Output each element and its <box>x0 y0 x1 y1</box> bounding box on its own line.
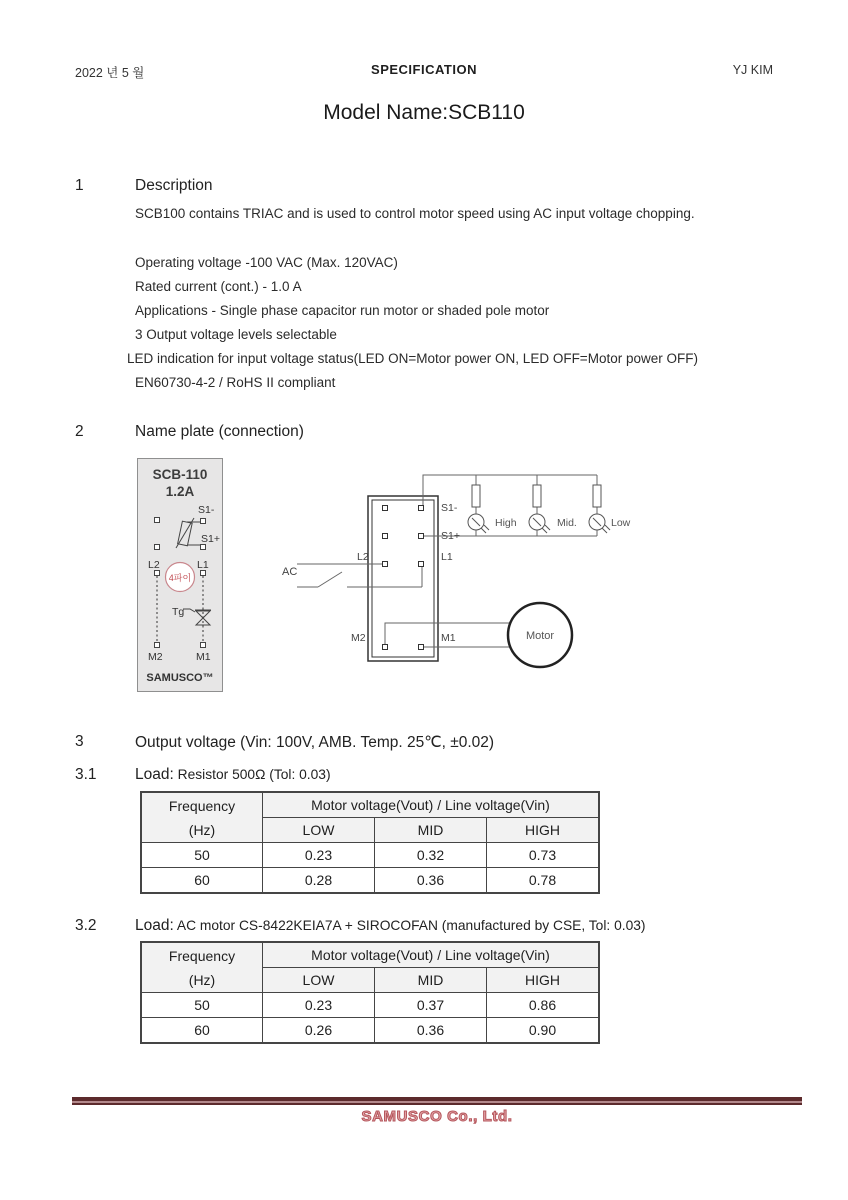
table-row <box>141 993 599 1018</box>
table2-header-span: Motor voltage(Vout) / Line voltage(Vin) <box>263 942 600 968</box>
table2-header-high: HIGH <box>487 968 600 993</box>
table1-header-span: Motor voltage(Vout) / Line voltage(Vin) <box>263 792 600 818</box>
led-low-label: Low <box>611 517 631 529</box>
section3-1-rest: Resistor 500Ω (Tol: 0.03) <box>173 767 331 782</box>
section1-heading: Description <box>135 177 213 194</box>
section3-2-heading <box>135 917 646 935</box>
section3-heading: Output voltage (Vin: 100V, AMB. Temp. 25℃, ±0.02) <box>135 734 495 751</box>
nameplate-m1-label: M1 <box>196 651 211 663</box>
table1-r1-mid: 0.32 <box>375 843 487 868</box>
section3-1-heading <box>135 766 331 784</box>
doc-title: Model Name:SCB110 <box>323 101 525 124</box>
conn-s1plus-label: S1+ <box>441 530 460 542</box>
nameplate-l2-label: L2 <box>148 559 160 571</box>
gate-label: Tg <box>172 606 185 618</box>
table2-r2-mid: 0.36 <box>375 1018 487 1044</box>
table1-header-frequency <box>141 792 263 843</box>
nameplate-m2-label: M2 <box>148 651 163 663</box>
nameplate-l1-label: L1 <box>197 559 209 571</box>
table2-header-frequency-line1: Frequency <box>168 947 236 964</box>
table-resistor-load <box>140 791 600 894</box>
table2-r2-freq: 60 <box>141 1018 263 1044</box>
spec-output-levels: 3 Output voltage levels selectable <box>135 327 337 342</box>
controller-box-outer <box>368 496 438 661</box>
led-mid-label: Mid. <box>557 517 577 529</box>
table2-header-mid: MID <box>375 968 487 993</box>
table2-r2-low: 0.26 <box>263 1018 375 1044</box>
table2-header-low: LOW <box>263 968 375 993</box>
table1-r2-freq: 60 <box>141 868 263 894</box>
section1-number: 1 <box>75 177 84 194</box>
table2-r1-mid: 0.37 <box>375 993 487 1018</box>
table1-r2-high: 0.78 <box>487 868 600 894</box>
spec-compliance: EN60730-4-2 / RoHS II compliant <box>135 375 336 390</box>
table1-header-high: HIGH <box>487 818 600 843</box>
table2-r1-freq: 50 <box>141 993 263 1018</box>
table2-r2-high: 0.90 <box>487 1018 600 1044</box>
table1-header-frequency-line1: Frequency <box>168 797 236 814</box>
spec-operating-voltage: Operating voltage -100 VAC (Max. 120VAC) <box>135 255 398 270</box>
section1-intro: SCB100 contains TRIAC and is used to control motor speed using AC input voltage chopping. <box>135 206 695 221</box>
spec-applications: Applications - Single phase capacitor run motor or shaded pole motor <box>135 303 550 318</box>
connection-diagram <box>275 458 655 705</box>
conn-m1-label: M1 <box>441 632 456 644</box>
table1-header-frequency-line2: (Hz) <box>188 821 216 838</box>
table1-r2-low: 0.28 <box>263 868 375 894</box>
motor-label: Motor <box>525 630 555 642</box>
conn-m2-label: M2 <box>351 632 366 644</box>
ac-label: AC <box>282 566 298 578</box>
table2-r1-low: 0.23 <box>263 993 375 1018</box>
led-indicators <box>468 514 610 533</box>
spec-led-indication: LED indication for input voltage status(LED ON=Motor power ON, LED OFF=Motor power OFF) <box>127 351 698 366</box>
led-high-label: High <box>495 517 517 529</box>
dropping-resistors <box>472 485 601 507</box>
table-motor-load <box>140 941 600 1044</box>
nameplate-rating-label: 1.2A <box>165 484 195 499</box>
section3-1-number: 3.1 <box>75 766 97 783</box>
section3-2-rest: AC motor CS-8422KEIA7A + SIROCOFAN (manufactured by CSE, Tol: 0.03) <box>173 918 646 933</box>
table1-header-low: LOW <box>263 818 375 843</box>
table-row <box>141 1018 599 1044</box>
table-row <box>141 868 599 894</box>
conn-s1minus-label: S1- <box>441 502 458 514</box>
table1-r1-freq: 50 <box>141 843 263 868</box>
footer-rule <box>72 1097 802 1105</box>
table2-header-frequency-line2: (Hz) <box>188 971 216 988</box>
conn-l2-label: L2 <box>357 551 369 563</box>
table-row <box>141 843 599 868</box>
section2-number: 2 <box>75 423 84 440</box>
table1-r1-low: 0.23 <box>263 843 375 868</box>
section3-2-number: 3.2 <box>75 917 97 934</box>
nameplate-s1minus-label: S1- <box>198 504 215 516</box>
table2-header-frequency <box>141 942 263 993</box>
section3-2-lead: Load: <box>135 917 174 934</box>
section2-heading: Name plate (connection) <box>135 423 304 440</box>
section3-1-lead: Load: <box>135 766 174 783</box>
table1-r1-high: 0.73 <box>487 843 600 868</box>
controller-box-inner <box>372 500 434 657</box>
section3-number: 3 <box>75 733 84 750</box>
header-author: YJ KIM <box>732 63 773 77</box>
header-date: 2022 년 5 월 <box>75 66 145 80</box>
nameplate-brand-label: SAMUSCO™ <box>146 672 214 684</box>
table1-r2-mid: 0.36 <box>375 868 487 894</box>
nameplate-s1plus-label: S1+ <box>201 533 220 545</box>
table2-r1-high: 0.86 <box>487 993 600 1018</box>
header-title: SPECIFICATION <box>371 62 477 77</box>
nameplate-diagram <box>137 458 223 692</box>
table1-header-mid: MID <box>375 818 487 843</box>
nameplate-model-label: SCB-110 <box>152 467 208 482</box>
footer-company: SAMUSCO Co., Ltd. <box>361 1108 513 1125</box>
conn-l1-label: L1 <box>441 551 453 563</box>
phase-circle-label: 4파이 <box>168 573 192 583</box>
spec-rated-current: Rated current (cont.) - 1.0 A <box>135 279 302 294</box>
connection-terminals <box>383 506 424 650</box>
